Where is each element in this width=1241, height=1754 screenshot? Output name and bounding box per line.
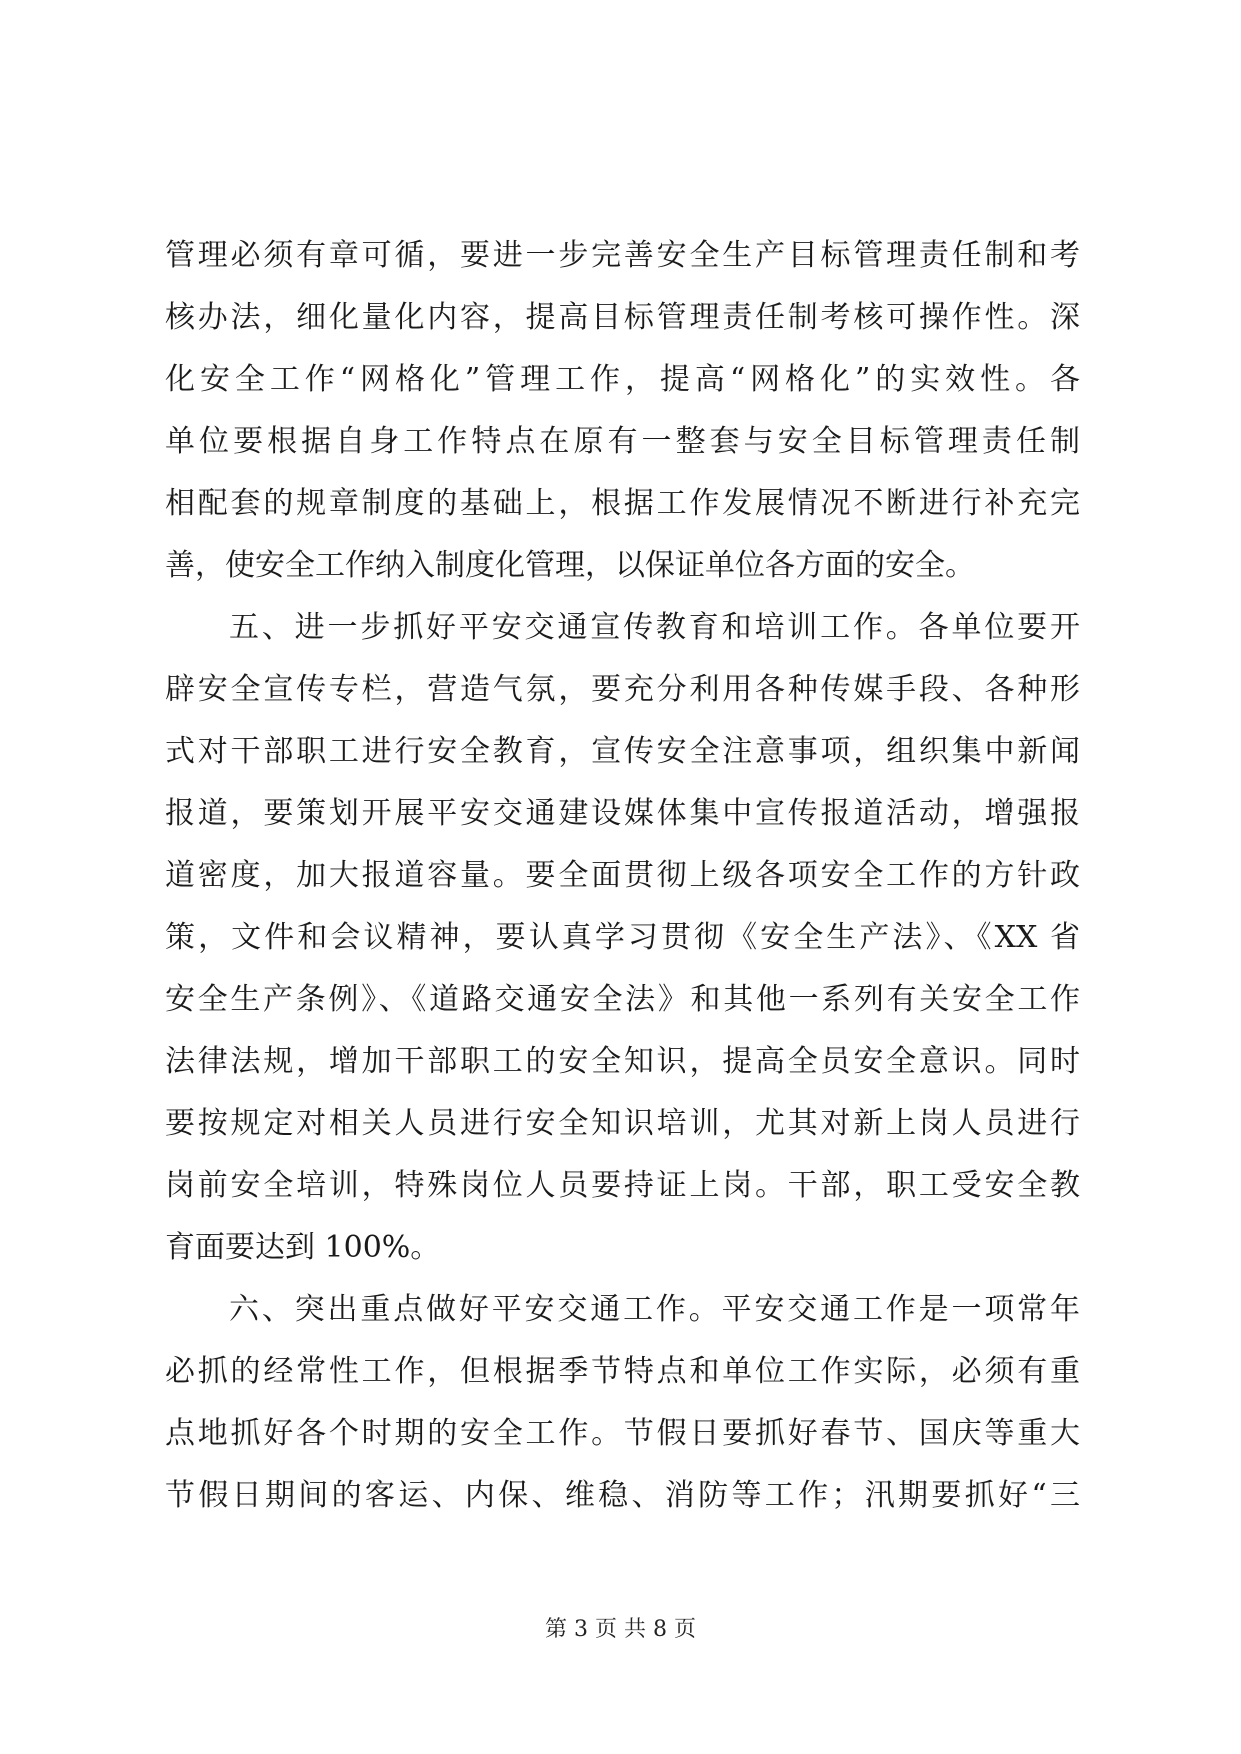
text-line: 岗前安全培训，特殊岗位人员要持证上岗。干部，职工受安全教	[165, 1168, 1080, 1203]
page-footer: 第 3 页 共 8 页	[545, 1617, 696, 1642]
text-line: 要按规定对相关人员进行安全知识培训，尤其对新上岗人员进行	[165, 1106, 1080, 1141]
text-line: 辟安全宣传专栏，营造气氛，要充分利用各种传媒手段、各种形	[165, 672, 1080, 707]
text-line: 育面要达到 100%。	[165, 1230, 441, 1265]
text-line: 六、突出重点做好平安交通工作。平安交通工作是一项常年	[229, 1292, 1080, 1327]
text-line: 报道，要策划开展平安交通建设媒体集中宣传报道活动，增强报	[165, 796, 1080, 831]
text-line: 式对干部职工进行安全教育，宣传安全注意事项，组织集中新闻	[165, 734, 1080, 769]
body-text	[165, 225, 1080, 1527]
text-line: 管理必须有章可循，要进一步完善安全生产目标管理责任制和考	[165, 238, 1080, 273]
text-line: 道密度，加大报道容量。要全面贯彻上级各项安全工作的方针政	[165, 858, 1080, 893]
text-line: 点地抓好各个时期的安全工作。节假日要抓好春节、国庆等重大	[165, 1416, 1080, 1451]
text-line: 善，使安全工作纳入制度化管理，以保证单位各方面的安全。	[165, 548, 975, 583]
text-line: 安全生产条例》、《道路交通安全法》和其他一系列有关安全工作	[165, 982, 1080, 1017]
text-line: 核办法，细化量化内容，提高目标管理责任制考核可操作性。深	[165, 300, 1080, 335]
text-line: 节假日期间的客运、内保、维稳、消防等工作；汛期要抓好“三	[165, 1478, 1080, 1513]
text-line: 策，文件和会议精神，要认真学习贯彻《安全生产法》、《XX 省	[165, 920, 1080, 955]
text-line: 化安全工作“网格化”管理工作，提高“网格化”的实效性。各	[165, 362, 1080, 397]
text-line: 五、进一步抓好平安交通宣传教育和培训工作。各单位要开	[229, 610, 1080, 645]
text-line: 相配套的规章制度的基础上，根据工作发展情况不断进行补充完	[165, 486, 1080, 521]
text-line: 单位要根据自身工作特点在原有一整套与安全目标管理责任制	[165, 424, 1080, 459]
text-line: 法律法规，增加干部职工的安全知识，提高全员安全意识。同时	[165, 1044, 1080, 1079]
text-line: 必抓的经常性工作，但根据季节特点和单位工作实际，必须有重	[165, 1354, 1080, 1389]
